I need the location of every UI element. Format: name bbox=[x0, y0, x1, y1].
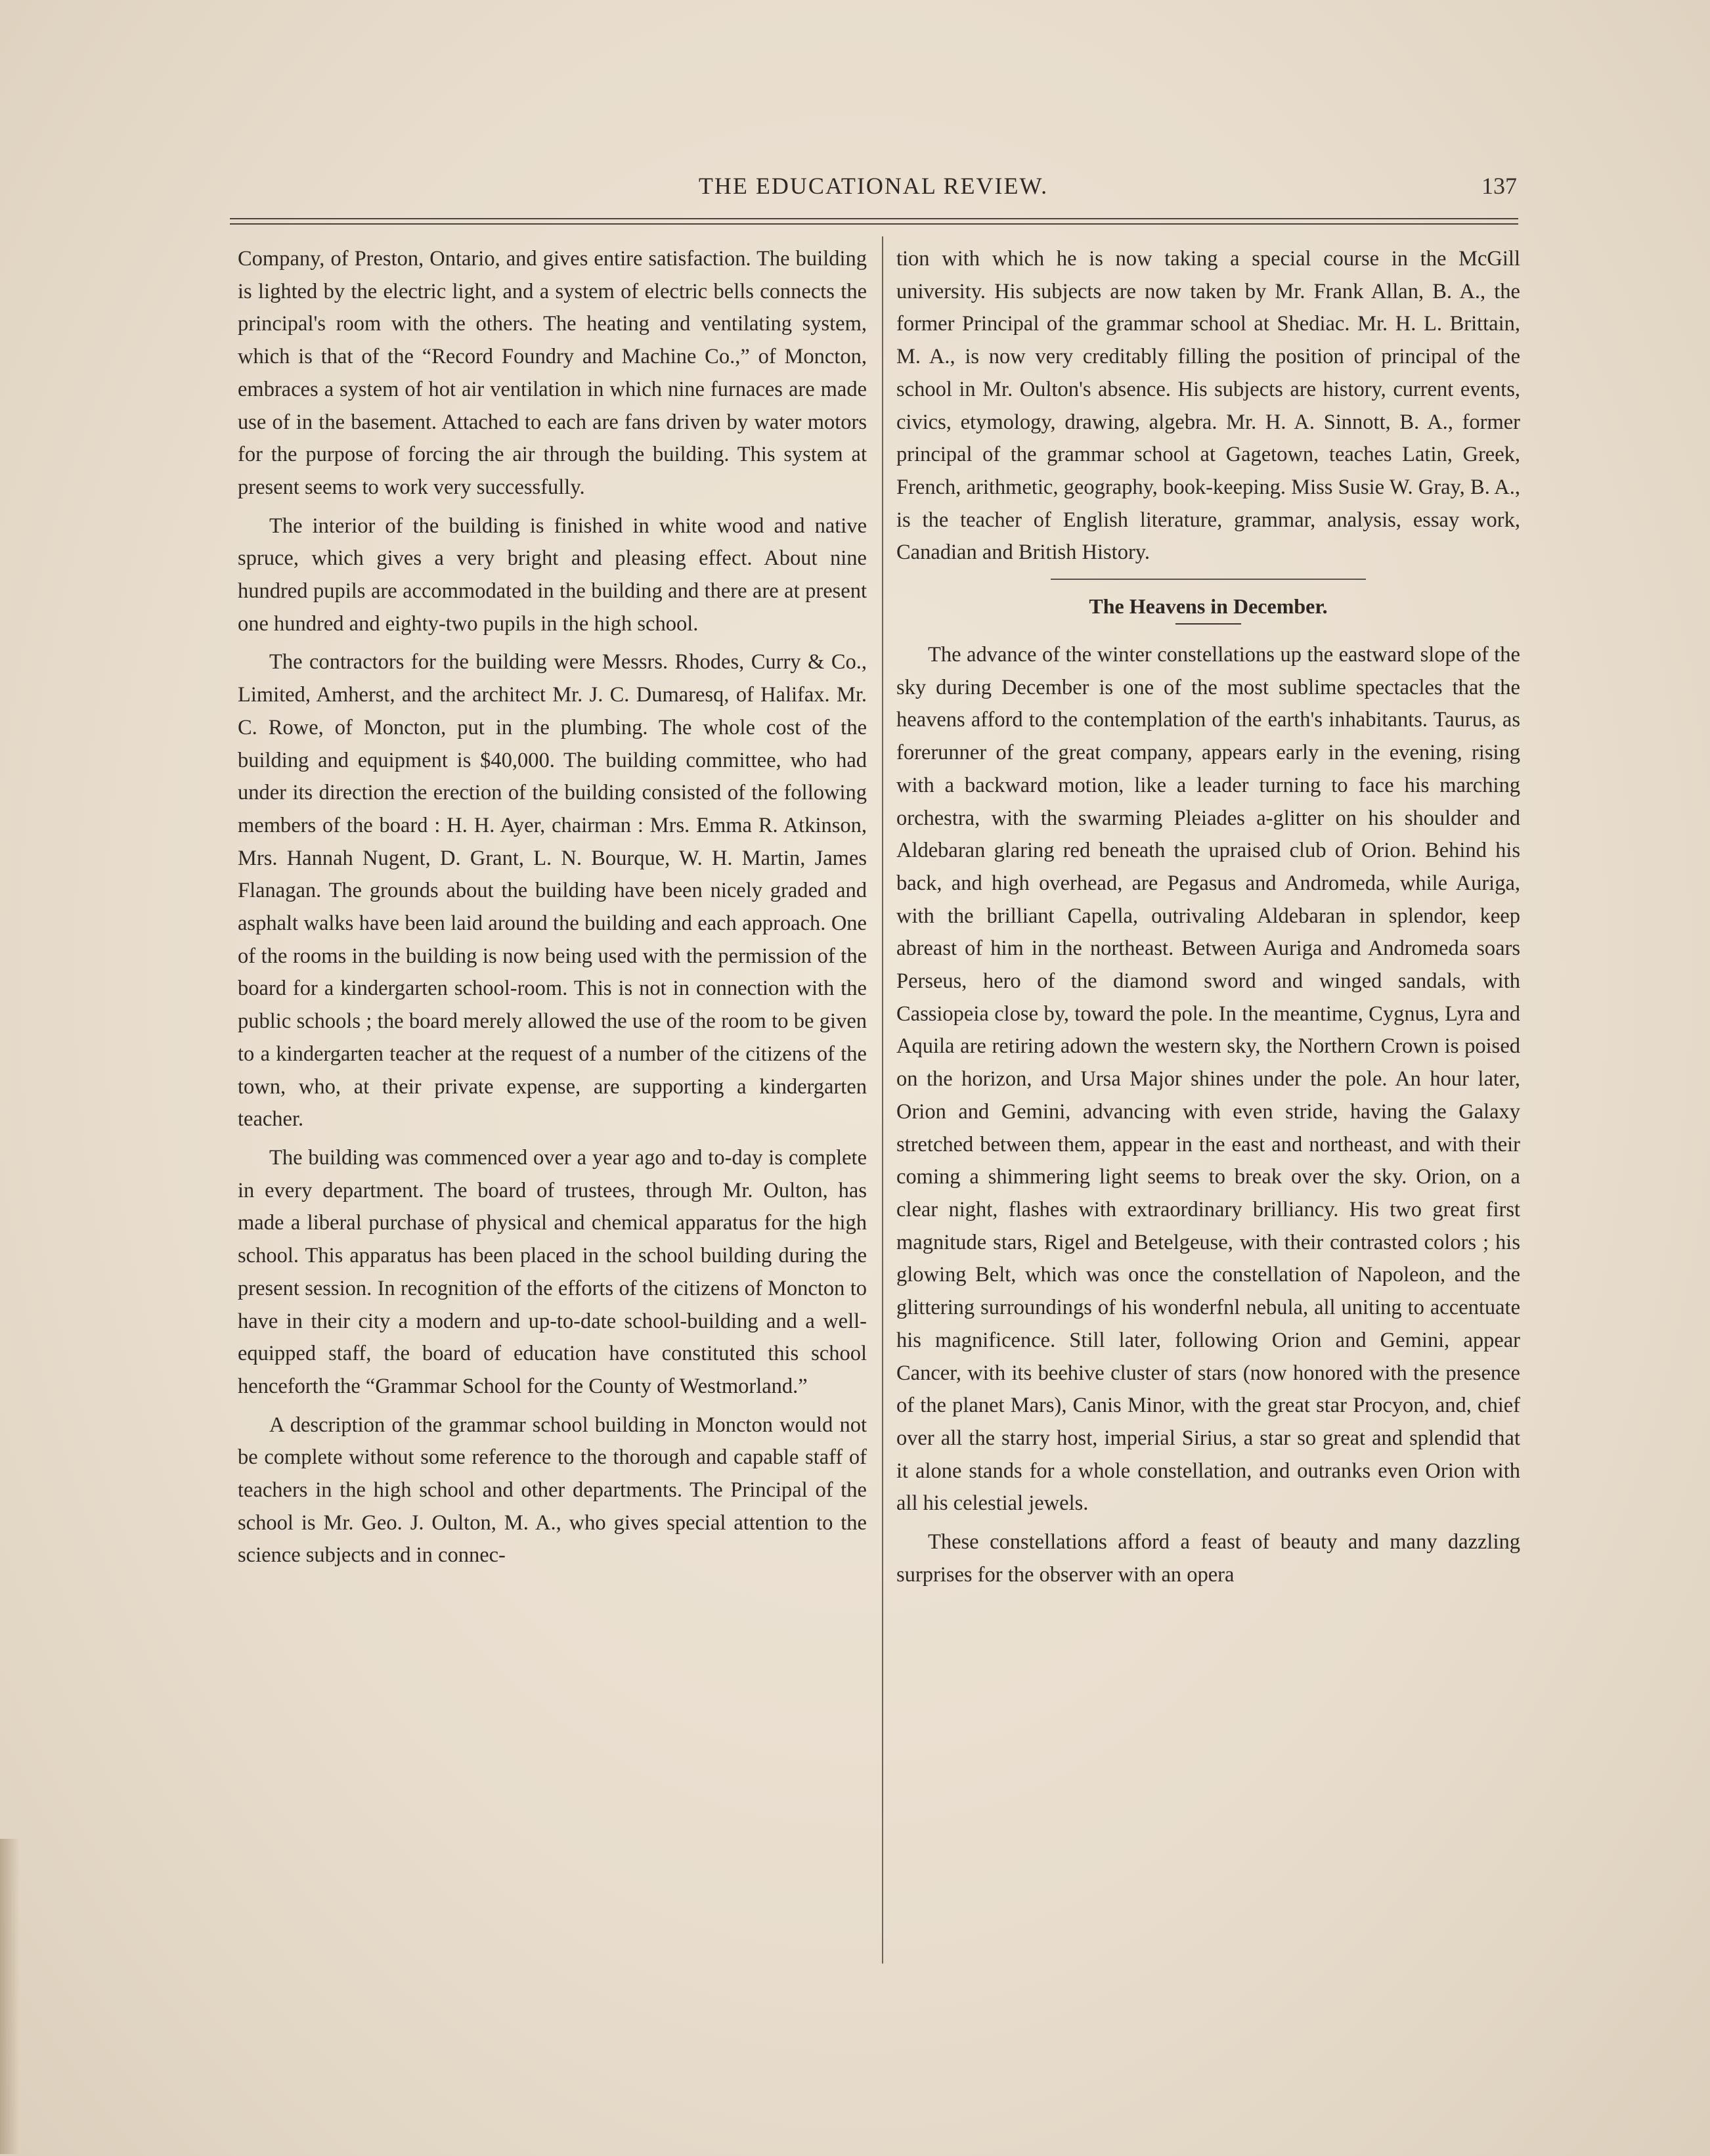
right-column bbox=[896, 243, 1520, 1597]
running-title: THE EDUCATIONAL REVIEW. bbox=[698, 173, 1049, 199]
right-continuation-paragraph: tion with which he is now taking a special course in the McGill university. His subjects are now taken by Mr. Frank Allan, B. A., the former Principal of the grammar school at Shediac. Mr. H. L. Brittain, M. A., is now very creditably filling the position of principal of the school in Mr. Oulton's absence. His subjects are history, current events, civics, etymology, drawing, algebra. Mr. H. A. Sinnott, B. A., former principal of the grammar school at Gagetown, teaches Latin, Greek, French, arithmetic, geography, book-keeping. Miss Susie W. Gray, B. A., is the teacher of English literature, grammar, analysis, essay work, Canadian and British History. bbox=[896, 247, 1520, 565]
right-paragraph-1: The advance of the winter constellations up the eastward slope of the sky during December is one of the most sublime spectacles that the heavens afford to the contemplation of the earth's inhabitants. Taurus, as forerunner of the great company, appears early in the evening, rising with a backward motion, like a leader turning to face his marching orchestra, with the swarming Pleiades a-glitter on his shoulder and Aldebaran glaring red beneath the upraised club of Orion. Behind his back, and high overhead, are Pegasus and Andromeda, while Auriga, with the brilliant Capella, outrivaling Aldebaran in splendor, keep abreast of him in the northeast. Between Auriga and Andromeda soars Perseus, hero of the diamond sword and winged sandals, with Cassiopeia close by, toward the pole. In the meantime, Cygnus, Lyra and Aquila are retiring adown the western sky, the Northern Crown is poised on the horizon, and Ursa Major shines under the pole. An hour later, Orion and Gemini, advancing with even stride, having the Galaxy stretched between them, appear in the east and northeast, and with their coming a shimmering light seems to break over the sky. Orion, on a clear night, flashes with extraordinary brilliancy. His two great first magnitude stars, Rigel and Betelgeuse, with their contrasted colors ; his glowing Belt, which was once the constellation of Napoleon, and the glittering surroundings of his wonderfnl nebula, all uniting to accentuate his magnificence. Still later, following Orion and Gemini, appear Cancer, with its beehive cluster of stars (now honored with the presence of the planet Mars), Canis Minor, with the great star Procyon, and, chief over all the starry host, imperial Sirius, a star so great and splendid that it alone stands for a whole constellation, and outranks even Orion with all his celestial jewels. bbox=[896, 643, 1520, 1516]
header-rule-bottom bbox=[230, 223, 1518, 225]
page-header bbox=[230, 172, 1517, 211]
header-rule-top bbox=[230, 218, 1518, 219]
left-paragraph-4: The building was commenced over a year ago and to-day is complete in every department. The board of trustees, through Mr. Oulton, has made a liberal purchase of physical and chemical apparatus for the high school. This apparatus has been placed in the school building during the present session. In recognition of the efforts of the citizens of Moncton to have in their city a modern and up-to-date school-building and a well-equipped staff, the board of education have constituted this school henceforth the “Grammar School for the County of Westmorland.” bbox=[238, 1145, 867, 1398]
section-title: The Heavens in December. bbox=[1089, 594, 1328, 619]
left-paragraph-5: A description of the grammar school building in Moncton would not be complete without some reference to the thorough and capable staff of teachers in the high school and other departments. The Principal of the school is Mr. Geo. J. Oulton, M. A., who gives special attention to the science subjects and in connec- bbox=[238, 1413, 867, 1568]
page-number: 137 bbox=[1481, 173, 1517, 199]
right-paragraph-2: These constellations afford a feast of beauty and many dazzling surprises for the observer with an opera bbox=[896, 1530, 1520, 1587]
left-column bbox=[238, 243, 867, 1578]
page-edge-stain bbox=[0, 1839, 20, 2154]
header-rules bbox=[230, 218, 1518, 229]
left-paragraph-1: Company, of Preston, Ontario, and gives entire satisfaction. The building is lighted by the electric light, and a system of electric bells connects the principal's room with the others. The heating and ventilating system, which is that of the “Record Foundry and Machine Co.,” of Moncton, embraces a system of hot air ventilation in which nine furnaces are made use of in the basement. Attached to each are fans driven by water motors for the purpose of forcing the air through the building. This system at present seems to work very successfully. bbox=[238, 247, 867, 499]
section-separator bbox=[1051, 579, 1366, 580]
left-paragraph-2: The interior of the building is finished in white wood and native spruce, which gives a very bright and pleasing effect. About nine hundred pupils are accommodated in the building and there are at present one hundred and eighty-two pupils in the high school. bbox=[238, 514, 867, 636]
left-paragraph-3: The contractors for the building were Messrs. Rhodes, Curry & Co., Limited, Amherst, and the architect Mr. J. C. Dumaresq, of Halifax. Mr. C. Rowe, of Moncton, put in the plumbing. The whole cost of the building and equipment is $40,000. The building committee, who had under its direction the erection of the building consisted of the following members of the board : H. H. Ayer, chairman : Mrs. Emma R. Atkinson, Mrs. Hannah Nugent, D. Grant, L. N. Bourque, W. H. Martin, James Flanagan. The grounds about the building have been nicely graded and asphalt walks have been laid around the building and each approach. One of the rooms in the building is now being used with the permission of the board for a kindergarten school-room. This is not in connection with the public schools ; the board merely allowed the use of the room to be given to a kindergarten teacher at the request of a number of the citizens of the town, who, at their private expense, are supporting a kindergarten teacher. bbox=[238, 650, 867, 1132]
column-divider bbox=[882, 236, 883, 1964]
section-title-underline bbox=[1175, 623, 1241, 625]
